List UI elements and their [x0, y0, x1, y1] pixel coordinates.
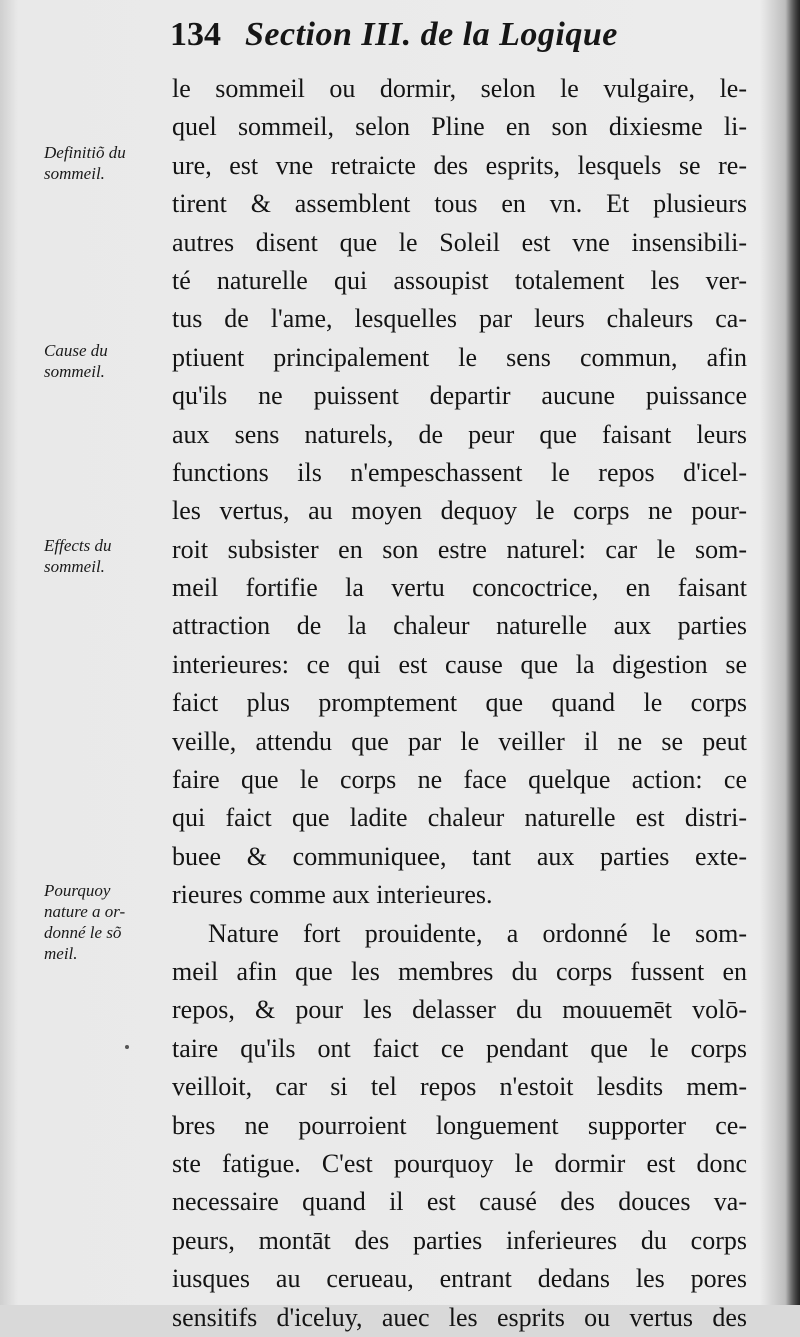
- body-text: [172, 70, 747, 1337]
- margin-note-line: Cause du: [44, 341, 108, 360]
- margin-note-purpose: [44, 880, 160, 964]
- page-number: 134: [170, 16, 221, 53]
- text-line: tirent & assemblent tous en vn. Et plusieurs: [172, 189, 747, 219]
- text-line: Nature fort prouidente, a ordonné le som-: [208, 918, 747, 948]
- text-line: repos, & pour les delasser du mouuemēt volō-: [172, 995, 747, 1025]
- margin-note-effects: [44, 535, 160, 577]
- margin-note-line: donné le sõ: [44, 923, 122, 942]
- text-line: ure, est vne retraicte des esprits, lesquels se re-: [172, 150, 747, 180]
- text-line: qui faict que ladite chaleur naturelle est distri-: [172, 803, 747, 833]
- text-line: faict plus promptement que quand le corps: [172, 688, 747, 718]
- text-line: té naturelle qui assoupist totalement les ver-: [172, 265, 747, 295]
- text-line: ptiuent principalement le sens commun, afin: [172, 342, 747, 372]
- text-line: autres disent que le Soleil est vne insensibili-: [172, 227, 747, 257]
- margin-note-line: Pourquoy: [44, 881, 111, 900]
- ink-speck: [125, 1045, 129, 1049]
- margin-note-line: Definitiõ du: [44, 143, 126, 162]
- margin-note-cause: [44, 340, 160, 382]
- margin-note-line: sommeil.: [44, 557, 105, 576]
- margin-note-line: sommeil.: [44, 164, 105, 183]
- text-line: necessaire quand il est causé des douces va-: [172, 1187, 747, 1217]
- text-line: peurs, montāt des parties inferieures du corps: [172, 1225, 747, 1255]
- text-line: veille, attendu que par le veiller il ne se peut: [172, 726, 747, 756]
- text-line: ste fatigue. C'est pourquoy le dormir est donc: [172, 1148, 747, 1178]
- text-line: roit subsister en son estre naturel: car le som-: [172, 534, 747, 564]
- text-line: aux sens naturels, de peur que faisant leurs: [172, 419, 747, 449]
- text-line: buee & communiquee, tant aux parties exte-: [172, 841, 747, 871]
- margin-note-definition: [44, 142, 160, 184]
- text-line: qu'ils ne puissent departir aucune puissance: [172, 381, 747, 411]
- text-line: taire qu'ils ont faict ce pendant que le corps: [172, 1033, 747, 1063]
- running-title: Section III. de la Logique: [245, 16, 618, 53]
- text-line: bres ne pourroient longuement supporter ce-: [172, 1110, 747, 1140]
- text-line: quel sommeil, selon Pline en son dixiesme li-: [172, 112, 747, 142]
- text-line: interieures: ce qui est cause que la digestion se: [172, 649, 747, 679]
- text-line: meil afin que les membres du corps fussent en: [172, 956, 747, 986]
- text-line: meil fortifie la vertu concoctrice, en faisant: [172, 573, 747, 603]
- text-line: iusques au cerueau, entrant dedans les pores: [172, 1264, 747, 1294]
- text-line: faire que le corps ne face quelque action: ce: [172, 765, 747, 795]
- text-line: veilloit, car si tel repos n'estoit lesdits mem-: [172, 1072, 747, 1102]
- text-line: rieures comme aux interieures.: [172, 880, 493, 910]
- margin-note-line: meil.: [44, 944, 78, 963]
- text-line: sensitifs d'iceluy, auec les esprits ou vertus des: [172, 1302, 747, 1332]
- text-line: le sommeil ou dormir, selon le vulgaire, le-: [172, 74, 747, 103]
- margin-note-line: sommeil.: [44, 362, 105, 381]
- page-edge-shadow: [786, 0, 800, 1305]
- text-line: attraction de la chaleur naturelle aux parties: [172, 611, 747, 641]
- page-header: [170, 16, 730, 70]
- margin-note-line: Effects du: [44, 536, 112, 555]
- text-line: functions ils n'empeschassent le repos d'icel-: [172, 457, 747, 487]
- text-line: les vertus, au moyen dequoy le corps ne pour-: [172, 496, 747, 526]
- text-line: tus de l'ame, lesquelles par leurs chaleurs ca-: [172, 304, 747, 334]
- margin-note-line: nature a or-: [44, 902, 126, 921]
